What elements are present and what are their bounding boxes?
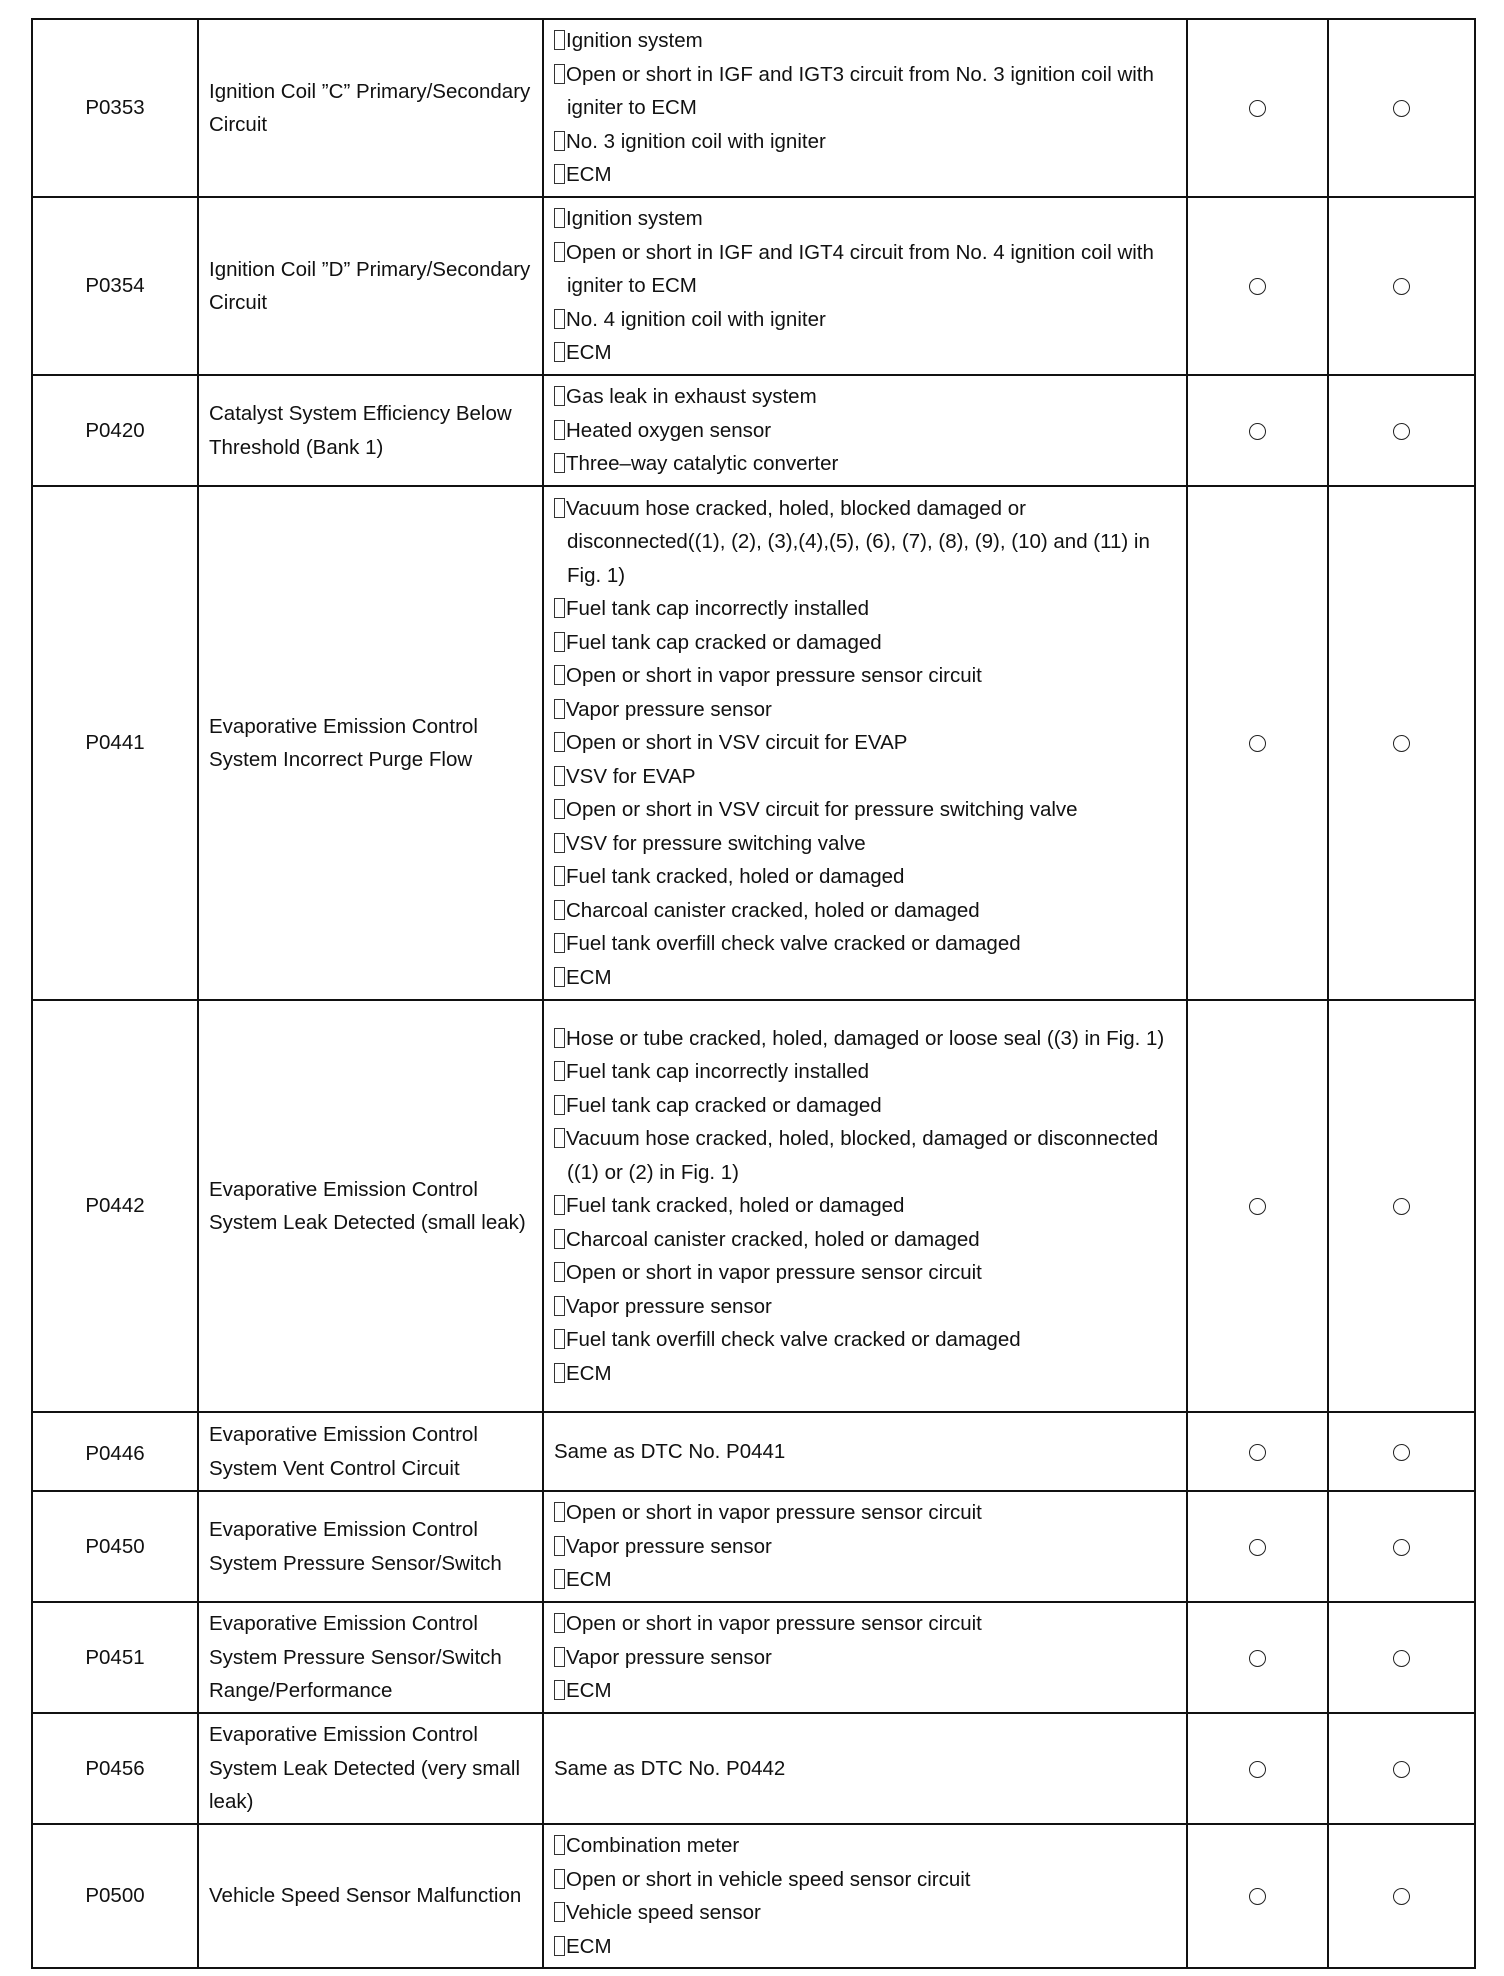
trouble-area <box>543 1491 1187 1602</box>
circle-icon <box>1249 423 1266 440</box>
dtc-name: Evaporative Emission Control System Incorrect Purge Flow <box>198 486 543 1000</box>
mil-mark <box>1187 1491 1328 1602</box>
checkbox-square-icon <box>554 1195 565 1215</box>
trouble-item: VSV for EVAP <box>554 760 1176 794</box>
trouble-item: Ignition system <box>554 202 1176 236</box>
checkbox-square-icon <box>554 1902 565 1922</box>
checkbox-square-icon <box>554 699 565 719</box>
circle-icon <box>1249 735 1266 752</box>
dtc-code: P0446 <box>32 1412 198 1491</box>
checkbox-square-icon <box>554 1095 565 1115</box>
circle-icon <box>1249 1761 1266 1778</box>
trouble-item: Vapor pressure sensor <box>554 1641 1176 1675</box>
trouble-area <box>543 197 1187 375</box>
checkbox-square-icon <box>554 632 565 652</box>
trouble-item: Vapor pressure sensor <box>554 1530 1176 1564</box>
trouble-item: Combination meter <box>554 1829 1176 1863</box>
trouble-item: Vapor pressure sensor <box>554 1290 1176 1324</box>
checkbox-square-icon <box>554 598 565 618</box>
trouble-item: Fuel tank cap cracked or damaged <box>554 1089 1176 1123</box>
checkbox-square-icon <box>554 1502 565 1522</box>
checkbox-square-icon <box>554 967 565 987</box>
trouble-item: Open or short in vapor pressure sensor circuit <box>554 1496 1176 1530</box>
trouble-item: Fuel tank cracked, holed or damaged <box>554 1189 1176 1223</box>
dtc-code: P0500 <box>32 1824 198 1968</box>
trouble-item: ECM <box>554 961 1176 995</box>
checkbox-square-icon <box>554 866 565 886</box>
trouble-area <box>543 1000 1187 1412</box>
mil-mark <box>1187 375 1328 486</box>
dtc-code: P0450 <box>32 1491 198 1602</box>
memory-mark <box>1328 1602 1475 1713</box>
trouble-area <box>543 1602 1187 1713</box>
trouble-item: Fuel tank cap incorrectly installed <box>554 1055 1176 1089</box>
trouble-item: VSV for pressure switching valve <box>554 827 1176 861</box>
checkbox-square-icon <box>554 1647 565 1667</box>
trouble-item: ECM <box>554 1357 1176 1391</box>
checkbox-square-icon <box>554 30 565 50</box>
checkbox-square-icon <box>554 309 565 329</box>
mil-mark <box>1187 486 1328 1000</box>
mil-mark <box>1187 1000 1328 1412</box>
trouble-item: Open or short in VSV circuit for EVAP <box>554 726 1176 760</box>
checkbox-square-icon <box>554 799 565 819</box>
checkbox-square-icon <box>554 833 565 853</box>
circle-icon <box>1393 1198 1410 1215</box>
trouble-item: Vacuum hose cracked, holed, blocked damaged or disconnected((1), (2), (3),(4),(5), (6), (7), (8), (9), (10) and (11) in Fig. 1) <box>554 492 1176 593</box>
memory-mark <box>1328 1000 1475 1412</box>
checkbox-square-icon <box>554 1869 565 1889</box>
checkbox-square-icon <box>554 498 565 518</box>
dtc-name: Vehicle Speed Sensor Malfunction <box>198 1824 543 1968</box>
checkbox-square-icon <box>554 1536 565 1556</box>
trouble-item: ECM <box>554 1930 1176 1964</box>
circle-icon <box>1393 1761 1410 1778</box>
checkbox-square-icon <box>554 1329 565 1349</box>
trouble-text: Same as DTC No. P0442 <box>543 1713 1187 1824</box>
checkbox-square-icon <box>554 1262 565 1282</box>
trouble-item: Open or short in vapor pressure sensor circuit <box>554 1256 1176 1290</box>
mil-mark <box>1187 19 1328 197</box>
trouble-item: Vehicle speed sensor <box>554 1896 1176 1930</box>
checkbox-square-icon <box>554 242 565 262</box>
table-row <box>32 1000 1475 1412</box>
trouble-item: ECM <box>554 336 1176 370</box>
circle-icon <box>1249 1650 1266 1667</box>
checkbox-square-icon <box>554 386 565 406</box>
dtc-code: P0420 <box>32 375 198 486</box>
checkbox-square-icon <box>554 665 565 685</box>
trouble-item: ECM <box>554 1674 1176 1708</box>
checkbox-square-icon <box>554 1028 565 1048</box>
mil-mark <box>1187 1713 1328 1824</box>
circle-icon <box>1249 278 1266 295</box>
checkbox-square-icon <box>554 766 565 786</box>
trouble-item: Fuel tank cap cracked or damaged <box>554 626 1176 660</box>
table-row <box>32 1824 1475 1968</box>
trouble-item: ECM <box>554 158 1176 192</box>
circle-icon <box>1393 1444 1410 1461</box>
trouble-area <box>543 375 1187 486</box>
mil-mark <box>1187 1824 1328 1968</box>
trouble-item: Charcoal canister cracked, holed or damaged <box>554 1223 1176 1257</box>
table-row <box>32 197 1475 375</box>
memory-mark <box>1328 19 1475 197</box>
circle-icon <box>1393 100 1410 117</box>
circle-icon <box>1249 1539 1266 1556</box>
checkbox-square-icon <box>554 900 565 920</box>
dtc-name: Evaporative Emission Control System Leak Detected (small leak) <box>198 1000 543 1412</box>
trouble-item: Open or short in vehicle speed sensor circuit <box>554 1863 1176 1897</box>
table-row <box>32 486 1475 1000</box>
trouble-item: Hose or tube cracked, holed, damaged or loose seal ((3) in Fig. 1) <box>554 1022 1176 1056</box>
circle-icon <box>1393 1539 1410 1556</box>
trouble-item: Vacuum hose cracked, holed, blocked, damaged or disconnected ((1) or (2) in Fig. 1) <box>554 1122 1176 1189</box>
checkbox-square-icon <box>554 342 565 362</box>
circle-icon <box>1249 1198 1266 1215</box>
trouble-text: Same as DTC No. P0441 <box>543 1412 1187 1491</box>
trouble-item: Open or short in vapor pressure sensor circuit <box>554 1607 1176 1641</box>
memory-mark <box>1328 197 1475 375</box>
checkbox-square-icon <box>554 420 565 440</box>
table-row <box>32 1412 1475 1491</box>
checkbox-square-icon <box>554 1613 565 1633</box>
checkbox-square-icon <box>554 732 565 752</box>
checkbox-square-icon <box>554 64 565 84</box>
memory-mark <box>1328 486 1475 1000</box>
trouble-item: Open or short in vapor pressure sensor circuit <box>554 659 1176 693</box>
trouble-area <box>543 486 1187 1000</box>
dtc-name: Ignition Coil ”D” Primary/Secondary Circuit <box>198 197 543 375</box>
trouble-item: Gas leak in exhaust system <box>554 380 1176 414</box>
checkbox-square-icon <box>554 164 565 184</box>
trouble-item: Heated oxygen sensor <box>554 414 1176 448</box>
checkbox-square-icon <box>554 933 565 953</box>
checkbox-square-icon <box>554 1569 565 1589</box>
trouble-item: Vapor pressure sensor <box>554 693 1176 727</box>
dtc-name: Ignition Coil ”C” Primary/Secondary Circuit <box>198 19 543 197</box>
circle-icon <box>1393 735 1410 752</box>
dtc-code: P0456 <box>32 1713 198 1824</box>
memory-mark <box>1328 1491 1475 1602</box>
trouble-area <box>543 19 1187 197</box>
checkbox-square-icon <box>554 131 565 151</box>
memory-mark <box>1328 1412 1475 1491</box>
table-row <box>32 1491 1475 1602</box>
checkbox-square-icon <box>554 1936 565 1956</box>
trouble-item: Fuel tank cap incorrectly installed <box>554 592 1176 626</box>
circle-icon <box>1249 100 1266 117</box>
checkbox-square-icon <box>554 453 565 473</box>
trouble-item: Ignition system <box>554 24 1176 58</box>
dtc-name: Evaporative Emission Control System Vent Control Circuit <box>198 1412 543 1491</box>
circle-icon <box>1249 1444 1266 1461</box>
checkbox-square-icon <box>554 1680 565 1700</box>
trouble-item: Open or short in IGF and IGT4 circuit from No. 4 ignition coil with igniter to ECM <box>554 236 1176 303</box>
circle-icon <box>1393 1888 1410 1905</box>
trouble-item: Fuel tank cracked, holed or damaged <box>554 860 1176 894</box>
circle-icon <box>1249 1888 1266 1905</box>
mil-mark <box>1187 197 1328 375</box>
dtc-name: Evaporative Emission Control System Leak Detected (very small leak) <box>198 1713 543 1824</box>
dtc-table <box>31 18 1476 1969</box>
table-row <box>32 1602 1475 1713</box>
dtc-code: P0441 <box>32 486 198 1000</box>
dtc-code: P0442 <box>32 1000 198 1412</box>
trouble-item: Three–way catalytic converter <box>554 447 1176 481</box>
trouble-item: Charcoal canister cracked, holed or damaged <box>554 894 1176 928</box>
dtc-name: Evaporative Emission Control System Pressure Sensor/Switch Range/Performance <box>198 1602 543 1713</box>
mil-mark <box>1187 1602 1328 1713</box>
checkbox-square-icon <box>554 1061 565 1081</box>
checkbox-square-icon <box>554 1363 565 1383</box>
dtc-code: P0353 <box>32 19 198 197</box>
trouble-item: No. 3 ignition coil with igniter <box>554 125 1176 159</box>
checkbox-square-icon <box>554 1229 565 1249</box>
checkbox-square-icon <box>554 1296 565 1316</box>
trouble-area <box>543 1824 1187 1968</box>
table-row <box>32 19 1475 197</box>
memory-mark <box>1328 375 1475 486</box>
dtc-code: P0354 <box>32 197 198 375</box>
checkbox-square-icon <box>554 1835 565 1855</box>
table-row <box>32 375 1475 486</box>
trouble-item: Fuel tank overfill check valve cracked or damaged <box>554 1323 1176 1357</box>
memory-mark <box>1328 1824 1475 1968</box>
trouble-item: No. 4 ignition coil with igniter <box>554 303 1176 337</box>
circle-icon <box>1393 423 1410 440</box>
circle-icon <box>1393 1650 1410 1667</box>
table-row <box>32 1713 1475 1824</box>
dtc-name: Catalyst System Efficiency Below Threshold (Bank 1) <box>198 375 543 486</box>
checkbox-square-icon <box>554 208 565 228</box>
trouble-item: Open or short in VSV circuit for pressure switching valve <box>554 793 1176 827</box>
circle-icon <box>1393 278 1410 295</box>
dtc-code: P0451 <box>32 1602 198 1713</box>
trouble-item: Fuel tank overfill check valve cracked or damaged <box>554 927 1176 961</box>
checkbox-square-icon <box>554 1128 565 1148</box>
trouble-item: Open or short in IGF and IGT3 circuit from No. 3 ignition coil with igniter to ECM <box>554 58 1176 125</box>
trouble-item: ECM <box>554 1563 1176 1597</box>
mil-mark <box>1187 1412 1328 1491</box>
memory-mark <box>1328 1713 1475 1824</box>
dtc-name: Evaporative Emission Control System Pressure Sensor/Switch <box>198 1491 543 1602</box>
